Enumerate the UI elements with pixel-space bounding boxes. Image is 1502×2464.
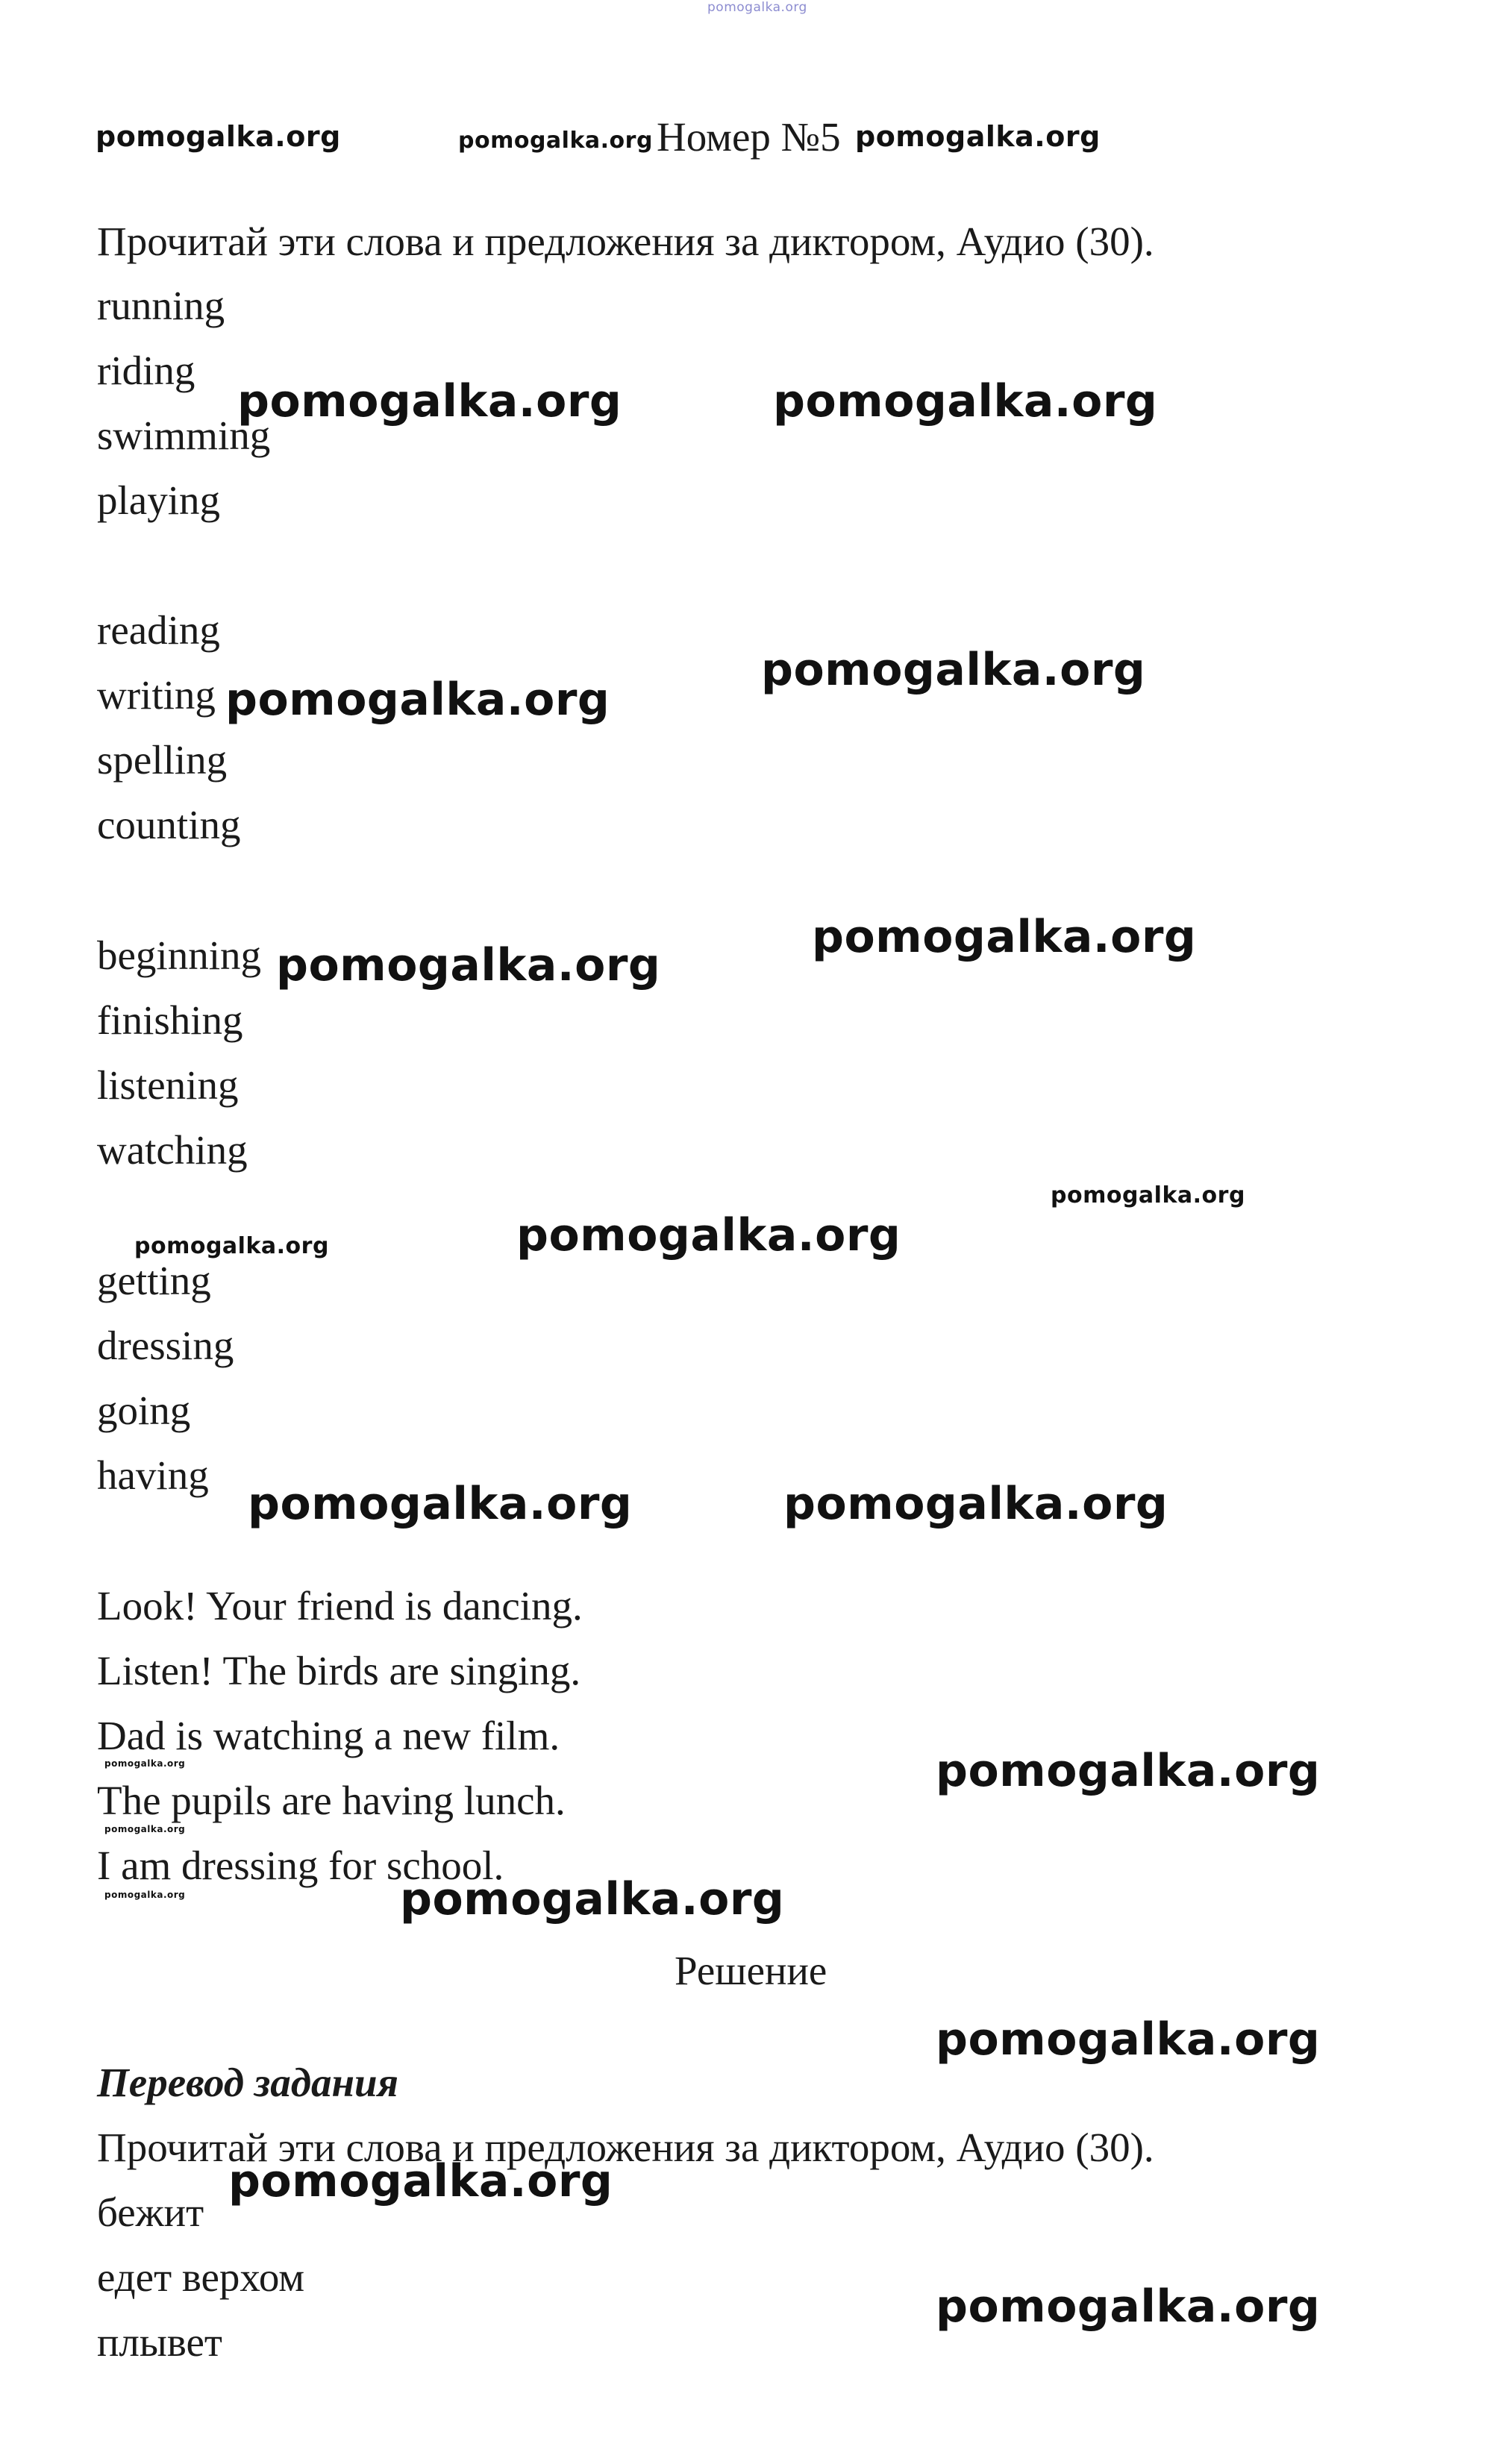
watermark: pomogalka.org xyxy=(248,1478,633,1530)
word-item: spelling xyxy=(97,737,228,783)
watermark: pomogalka.org xyxy=(225,674,610,726)
solution-heading: Решение xyxy=(675,1948,827,1993)
watermark: pomogalka.org xyxy=(936,2013,1321,2066)
page-title: Номер №5 xyxy=(657,114,841,160)
sentence: The pupils are having lunch. xyxy=(97,1778,566,1823)
watermark: pomogalka.org xyxy=(104,1890,186,1900)
watermark: pomogalka.org xyxy=(400,1873,785,1925)
watermark: pomogalka.org xyxy=(761,644,1146,696)
word-item: going xyxy=(97,1388,191,1433)
sentence: Look! Your friend is dancing. xyxy=(97,1583,583,1628)
watermark: pomogalka.org xyxy=(458,128,653,154)
sentence: Listen! The birds are singing. xyxy=(97,1648,581,1693)
watermark: pomogalka.org xyxy=(228,2155,613,2207)
word-item: riding xyxy=(97,348,195,393)
watermark: pomogalka.org xyxy=(936,2280,1321,2333)
word-item: writing xyxy=(97,672,216,718)
watermark: pomogalka.org xyxy=(773,375,1158,427)
sentence: I am dressing for school. xyxy=(97,1843,504,1888)
word-item: swimming xyxy=(97,413,271,458)
word-item: playing xyxy=(97,477,220,523)
solution-instruction: Прочитай эти слова и предложения за диктором, Аудио (30). xyxy=(97,2125,1154,2170)
word-item: dressing xyxy=(97,1323,234,1368)
word-item: beginning xyxy=(97,932,261,978)
watermark: pomogalka.org xyxy=(855,120,1101,153)
word-item: having xyxy=(97,1452,209,1498)
watermark: pomogalka.org xyxy=(237,375,622,427)
watermark: pomogalka.org xyxy=(104,1758,186,1769)
word-item: watching xyxy=(97,1127,248,1173)
word-item: getting xyxy=(97,1258,211,1303)
translation-word: плывет xyxy=(97,2319,222,2365)
watermark: pomogalka.org xyxy=(276,939,661,991)
translation-heading: Перевод задания xyxy=(97,2060,398,2105)
top-watermark: pomogalka.org xyxy=(707,0,807,15)
sentence: Dad is watching a new film. xyxy=(97,1713,560,1758)
word-item: running xyxy=(97,283,225,328)
task-instruction: Прочитай эти слова и предложения за диктором, Аудио (30). xyxy=(97,219,1154,264)
watermark: pomogalka.org xyxy=(96,120,341,153)
watermark: pomogalka.org xyxy=(812,911,1197,963)
word-item: listening xyxy=(97,1062,239,1108)
word-item: reading xyxy=(97,607,220,653)
watermark: pomogalka.org xyxy=(104,1824,186,1834)
watermark: pomogalka.org xyxy=(516,1209,901,1261)
watermark: pomogalka.org xyxy=(936,1745,1321,1797)
word-item: finishing xyxy=(97,997,243,1043)
watermark: pomogalka.org xyxy=(134,1233,329,1259)
word-item: counting xyxy=(97,802,241,847)
translation-word: едет верхом xyxy=(97,2254,305,2300)
watermark: pomogalka.org xyxy=(783,1478,1168,1530)
watermark: pomogalka.org xyxy=(1051,1182,1245,1209)
translation-word: бежит xyxy=(97,2189,204,2235)
